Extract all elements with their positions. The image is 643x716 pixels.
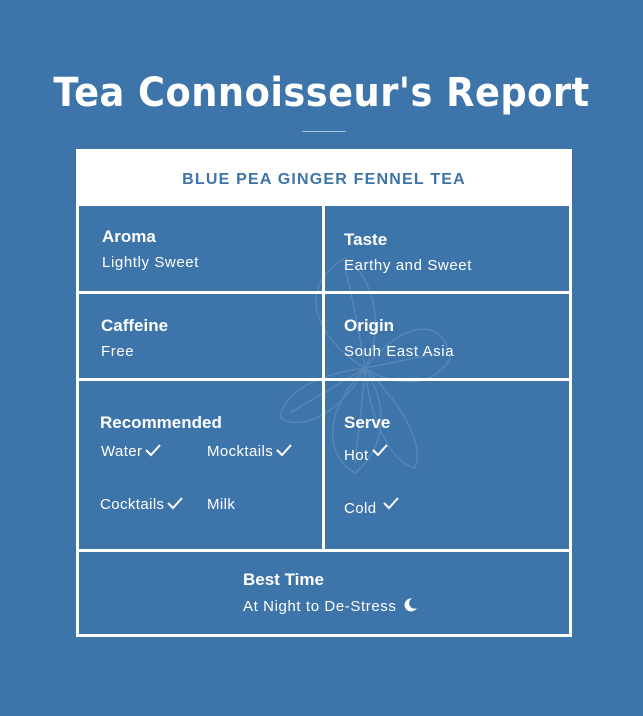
serve-item-label: Cold: [344, 500, 377, 517]
origin-value: Souh East Asia: [344, 343, 455, 360]
best-time-value-row: [243, 597, 418, 616]
aroma-value: Lightly Sweet: [102, 254, 200, 271]
recommended-item-milk: [207, 496, 235, 513]
recommended-label: Recommended: [100, 413, 222, 432]
caffeine-cell: [101, 316, 168, 361]
recommended-item-label: Cocktails: [100, 496, 165, 513]
best-time-value: At Night to De-Stress: [243, 598, 397, 615]
recommended-item-label: Mocktails: [207, 443, 274, 460]
tea-name-banner: BLUE PEA GINGER FENNEL TEA: [79, 152, 569, 203]
moon-icon: [402, 597, 418, 613]
checkmark-icon: [371, 443, 389, 457]
aroma-cell: [102, 227, 199, 272]
serve-item-cold: [344, 496, 400, 517]
origin-cell: [344, 316, 454, 361]
caffeine-label: Caffeine: [101, 316, 169, 335]
taste-value: Earthy and Sweet: [344, 257, 473, 274]
best-time-label: Best Time: [243, 570, 324, 589]
recommended-item-label: Milk: [207, 496, 236, 513]
title-divider: [302, 131, 346, 132]
serve-label: Serve: [344, 413, 391, 432]
caffeine-value: Free: [101, 343, 135, 360]
checkmark-icon: [382, 496, 400, 510]
taste-label: Taste: [344, 230, 388, 249]
recommended-item-cocktails: [100, 496, 184, 513]
recommended-item-label: Water: [101, 443, 143, 460]
taste-cell: [344, 230, 472, 275]
checkmark-icon: [144, 443, 162, 457]
origin-label: Origin: [344, 316, 395, 335]
checkmark-icon: [166, 496, 184, 510]
serve-item-hot: [344, 443, 389, 464]
aroma-label: Aroma: [102, 227, 156, 246]
recommended-item-water: [101, 443, 162, 460]
recommended-item-mocktails: [207, 443, 293, 460]
checkmark-icon: [275, 443, 293, 457]
report-title: Tea Connoisseur's Report: [53, 70, 590, 116]
report-card: [76, 149, 572, 637]
best-time-cell: [243, 570, 418, 616]
serve-item-label: Hot: [344, 447, 369, 464]
